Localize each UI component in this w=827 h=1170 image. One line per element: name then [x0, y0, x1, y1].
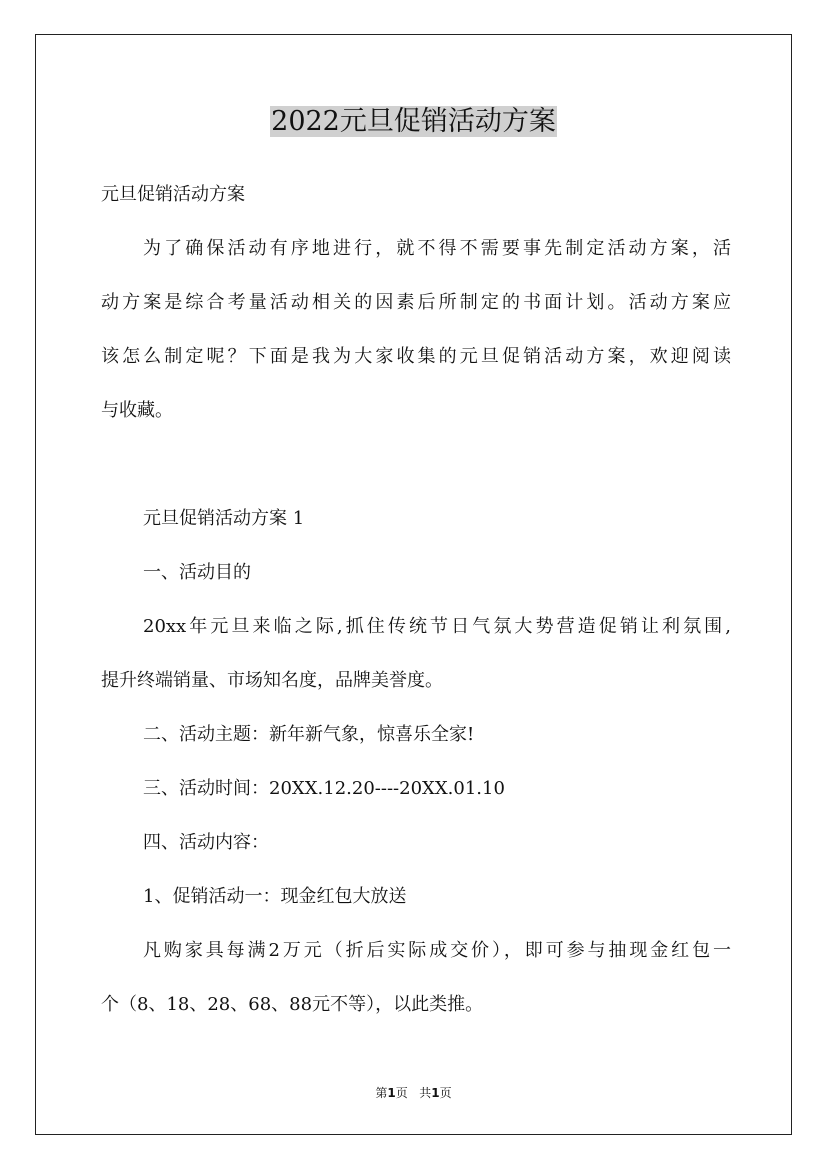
heading-purpose: 一、活动目的	[143, 562, 251, 583]
promo-1-title: 1、促销活动一：现金红包大放送	[143, 886, 407, 907]
document-title	[0, 102, 827, 142]
promo-1-line-1: 凡购家具每满2万元（折后实际成交价），即可参与抽现金红包一	[143, 940, 731, 961]
footer-page-mid: 页 共	[395, 1086, 432, 1100]
activity-content-heading: 四、活动内容：	[143, 832, 269, 853]
purpose-line-2: 提升终端销量、市场知名度，品牌美誉度。	[101, 670, 443, 691]
footer-page-total: 1	[431, 1086, 440, 1100]
purpose-line-1: 20xx年元旦来临之际,抓住传统节日气氛大势营造促销让利氛围,	[143, 616, 731, 637]
promo-1-line-2: 个（8、18、28、68、88元不等），以此类推。	[101, 994, 484, 1015]
document-title-text: 2022元旦促销活动方案	[271, 106, 556, 137]
intro-line-2: 动方案是综合考量活动相关的因素后所制定的书面计划。活动方案应	[101, 292, 731, 313]
intro-line-3: 该怎么制定呢？下面是我为大家收集的元旦促销活动方案，欢迎阅读	[101, 346, 731, 367]
footer-page-number: 1	[387, 1086, 396, 1100]
activity-time: 三、活动时间：20XX.12.20----20XX.01.10	[143, 778, 505, 799]
footer-page-prefix: 第	[375, 1086, 388, 1100]
subtitle: 元旦促销活动方案	[101, 184, 245, 205]
footer-page-suffix: 页	[439, 1086, 452, 1100]
intro-line-1: 为了确保活动有序地进行，就不得不需要事先制定活动方案，活	[143, 238, 731, 259]
activity-theme: 二、活动主题：新年新气象，惊喜乐全家!	[143, 724, 475, 745]
section-title: 元旦促销活动方案 1	[143, 508, 305, 529]
page-footer	[0, 1085, 827, 1101]
intro-line-4: 与收藏。	[101, 400, 173, 421]
